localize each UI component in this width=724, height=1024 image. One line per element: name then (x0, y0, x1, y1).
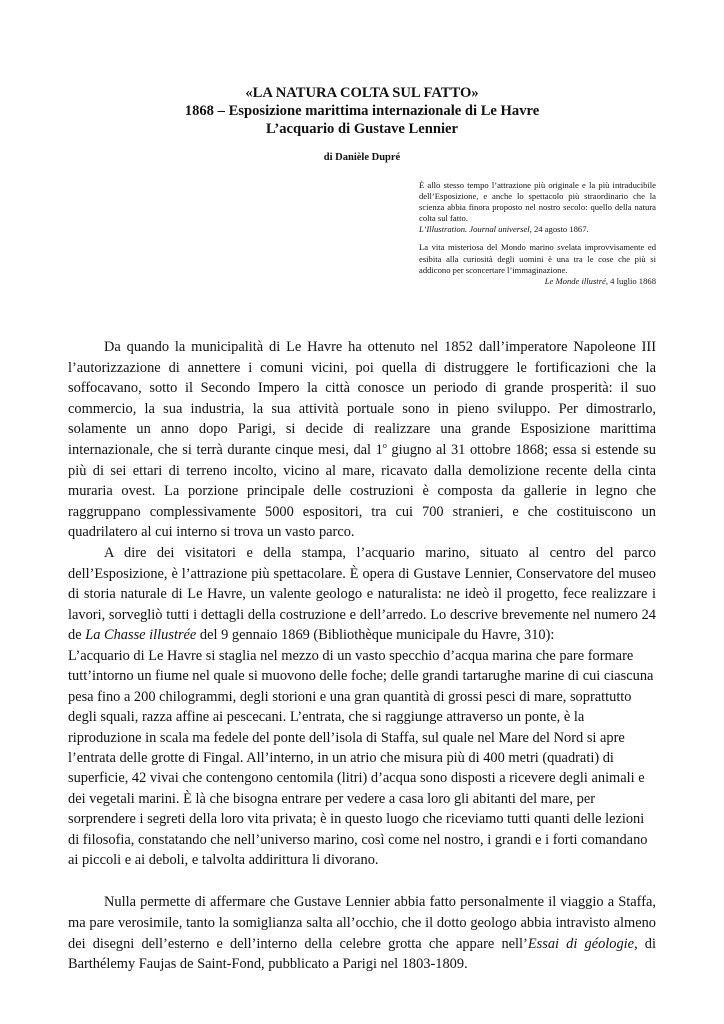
paragraph-3-text-a: Nulla permette di affermare che Gustave Lennier abbia fatto personalmente il viaggio a Staffa, ma pare verosimile, tanto la somiglianza salta all’occhio, che il dotto geologo abbia intravisto almeno dei disegni dell’esterno e dell’interno della celebre grotta che appare nell’ (68, 894, 656, 952)
article-title (0, 84, 724, 138)
epigraph-2-text: La vita misteriosa del Mondo marino svelata improvvisamente ed esibita alla curiosità degli uomini è una tra le cose che più si addicono per sconcertare l’immaginazione. (419, 242, 656, 275)
epigraph-1-source-date: , 24 agosto 1867. (529, 224, 589, 235)
title-line-2: 1868 – Esposizione marittima internazionale di Le Havre (184, 103, 540, 119)
epigraph-2 (419, 242, 656, 286)
epigraph-1-source-title: L’Illustration. Journal universel (419, 224, 530, 235)
article-body (68, 337, 656, 975)
paragraph-1 (68, 337, 656, 543)
block-quote: L’acquario di Le Havre si staglia nel mezzo di un vasto specchio d’acqua marina che pare formare tutt’intorno un fiume nel quale si muovono delle foche; delle grandi tartarughe marine di cui ciascuna pesa fino a 200 chilogrammi, degli storioni e una gran quantità di grossi pesci di mare, soprattutto degli squali, razza affine ai pescecani. L’entrata, che si raggiunge attraverso un ponte, è la riproduzione in scala ma fedele del ponte dell’isola di Staffa, sul quale nel Mare del Nord si apre l’entrata delle grotte di Fingal. All’interno, in un atrio che misura più di 400 metri (quadrati) di superficie, 42 vivai che contengono centomila (litri) d’acqua sono disposti a ricevere degli animali e dei vegetali marini. È là che bisogna entrare per vedere a casa loro gli abitanti del mare, per sorprendere i segreti della loro vita privata; è in questo luogo che riceviamo tutti quanti delle lezioni di filosofia, constatando che nell’universo marino, così come nel nostro, i grandi e i forti comandano ai piccoli e ai deboli, e talvolta addirittura li divorano. (68, 647, 654, 868)
epigraphs (419, 180, 656, 294)
paragraph-1-text-b: giugno al 31 ottobre 1868; essa si estende su più di sei ettari di terreno incolto, vicino al mare, ricavato dalla demolizione recente della cinta muraria ovest. La porzione principale delle costruzioni è composta da gallerie in legno che raggruppano complessivamente 5000 espositori, tra cui 700 stranieri, e che costituiscono un quadrilatero al cui interno si trova un vasto parco. (68, 441, 656, 541)
paragraph-2 (68, 543, 656, 646)
author-byline: di Danièle Dupré (323, 152, 401, 163)
epigraph-2-source-date: , 4 luglio 1868 (605, 275, 656, 286)
epigraph-2-source-title: Le Monde illustré (544, 275, 606, 286)
paragraph-3-text-b: , di Barthélemy Faujas de Saint-Fond, pubblicato a Parigi nel 1803-1809. (68, 935, 657, 973)
title-line-1: «LA NATURA COLTA SUL FATTO» (245, 85, 479, 101)
paragraph-1-text-a: Da quando la municipalità di Le Havre ha ottenuto nel 1852 dall’imperatore Napoleone III l’autorizzazione di annettere i comuni vicini, poi quella di distruggere le fortificazioni che la soffocavano, sotto il Secondo Impero la città conosce un periodo di grande prosperità: il suo commercio, la sua industria, la sua attività portuale sono in pieno sviluppo. Per dimostrarlo, solamente un anno dopo Parigi, si decide di realizzare una grande Esposizione marittima internazionale, che si terrà durante cinque mesi, dal 1 (68, 339, 656, 458)
epigraph-1-source (419, 224, 656, 235)
paragraph-3 (68, 892, 656, 974)
ordinal-superscript: o (382, 441, 387, 451)
paragraph-2-italic: La Chasse illustrée (85, 627, 197, 644)
paragraph-2-text-a: A dire dei visitatori e della stampa, l’acquario marino, situato al centro del parco dell’Esposizione, è l’attrazione più spettacolare. È opera di Gustave Lennier, Conservatore del museo di storia naturale di Le Havre, un valente geologo e naturalista: ne ideò il progetto, fece realizzare i lavori, sorvegliò tutti i dettagli della costruzione e dell’arredo. Lo descrive brevemente nel numero 24 de (68, 544, 656, 644)
epigraph-1 (419, 180, 656, 235)
paragraph-3-italic: Essai di géologie (527, 935, 635, 952)
paragraph-2-text-b: del 9 gennaio 1869 (Bibliothèque municipale du Havre, 310): (196, 627, 555, 644)
title-line-3: L’acquario di Gustave Lennier (265, 121, 459, 137)
epigraph-1-text: È allo stesso tempo l’attrazione più originale e la più intraducibile dell’Esposizione, e anche lo spettacolo più straordinario che la scienza abbia finora proposto nel nostro secolo: quello della natura colta sul fatto. (419, 180, 656, 224)
epigraph-2-source (419, 276, 656, 287)
